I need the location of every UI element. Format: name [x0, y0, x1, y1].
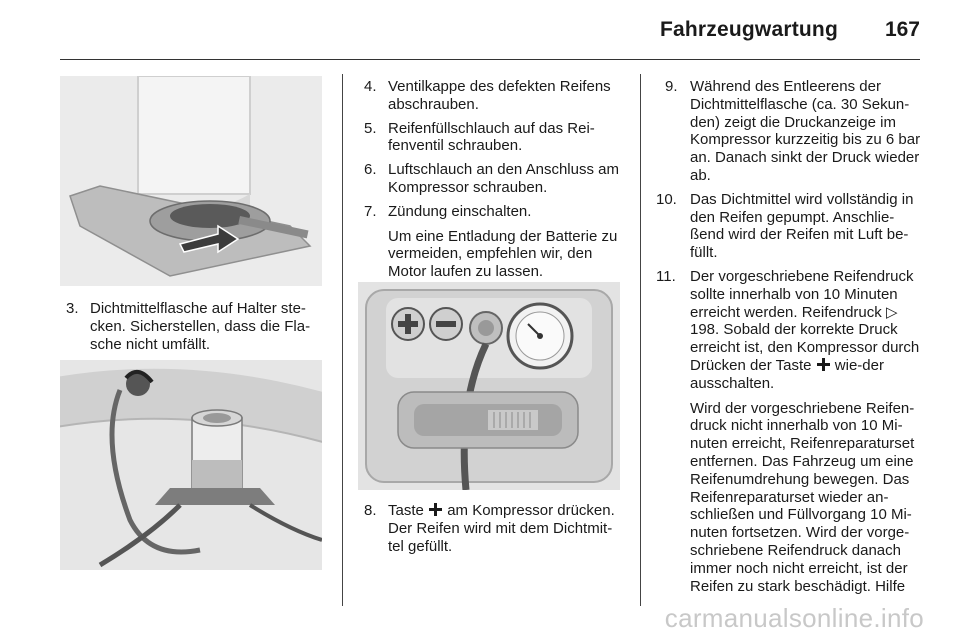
step-text: Reifenfüllschlauch auf das Rei-fenventil schrauben.: [388, 119, 595, 155]
column-divider-1: [342, 74, 343, 606]
step-number: 3.: [66, 300, 79, 317]
step-number: 4.: [364, 78, 377, 95]
illustration-bottle-holder: [60, 76, 322, 286]
column-2-step-8: [364, 502, 626, 561]
column-2-text: [364, 78, 626, 287]
plus-icon: [817, 358, 830, 371]
list-item: [364, 120, 626, 156]
step-number: 7.: [364, 202, 377, 220]
step-number: 6.: [364, 161, 377, 179]
column-divider-2: [640, 74, 641, 606]
list-item: [364, 502, 626, 555]
step-text: Dichtmittelflasche auf Halter ste-cken. Sicherstellen, dass die Fla-sche nicht umfällt.: [90, 300, 311, 353]
watermark: carmanualsonline.info: [664, 603, 924, 633]
list-item: [364, 78, 626, 114]
page-number: 167: [884, 18, 920, 41]
list-item: [66, 300, 328, 353]
page-reference-arrow-icon: ▷: [885, 303, 898, 321]
step-number: 8.: [364, 502, 377, 519]
step-number: 5.: [364, 119, 377, 137]
list-item: [656, 78, 926, 185]
step-text: Während des Entleerens der Dichtmittelflasche (ca. 30 Sekun-den) zeigt die Druckanzeige im Kompressor kurzzeitig bis zu 6 bar an. Danach sinkt der Druck wieder ab.: [690, 78, 921, 184]
list-item: [656, 268, 926, 595]
step-text-part: am Kompressor drücken. Der Reifen wird mit dem Dichtmit-tel gefüllt.: [388, 502, 615, 555]
page-title: Fahrzeugwartung: [659, 18, 838, 41]
list-item: [656, 191, 926, 262]
step-text-part: Der vorgeschriebene Reifendruck sollte innerhalb von 10 Minuten erreicht werden. Reifendruck: [690, 267, 914, 321]
step-text: Ventilkappe des defekten Reifens abschrauben.: [388, 78, 611, 113]
step-text: [388, 502, 626, 555]
step-text-part: 198. Sobald der korrekte Druck erreicht ist, den Kompressor durch Drücken der Taste: [690, 321, 920, 374]
step-text: Zündung einschalten.: [388, 202, 532, 220]
step-text: [690, 268, 926, 393]
step-text: Luftschlauch an den Anschluss am Kompressor schrauben.: [388, 161, 619, 196]
step-text-part: Taste: [388, 502, 424, 519]
list-item: [364, 161, 626, 197]
step-text-part: wie-der ausschalten.: [690, 356, 884, 392]
step-note: Um eine Entladung der Batterie zu vermeiden, empfehlen wir, den Motor laufen zu lassen.: [388, 227, 618, 281]
column-1-text: [66, 300, 328, 359]
step-note: Wird der vorgeschriebene Reifen-druck nicht innerhalb von 10 Mi-nuten erreicht, Reifenreparaturset entfernen. Das Fahrzeug um eine Reifenumdrehung bewegen. Das Reifenreparaturset wieder an-schließen und Füllvorgang 10 Mi-nuten fortsetzen. Wird der vorge-schriebene Reifendruck danach immer noch nicht erreicht, ist der Reifen zu stark beschädigt. Hilfe: [690, 399, 915, 595]
header-rule: [60, 59, 920, 60]
page-header: [0, 0, 960, 60]
step-number: 9.: [665, 78, 678, 95]
step-text: Das Dichtmittel wird vollständig in den Reifen gepumpt. Anschlie-ßend wird der Reifen mit Luft be-füllt.: [690, 190, 914, 262]
illustration-bottle-on-tire: [60, 360, 322, 570]
list-item: [364, 203, 626, 281]
plus-icon: [429, 503, 442, 516]
illustration-compressor-panel: [358, 282, 620, 490]
step-number: 11.: [656, 267, 676, 285]
step-number: 10.: [656, 190, 677, 208]
column-3-text: [656, 78, 926, 601]
